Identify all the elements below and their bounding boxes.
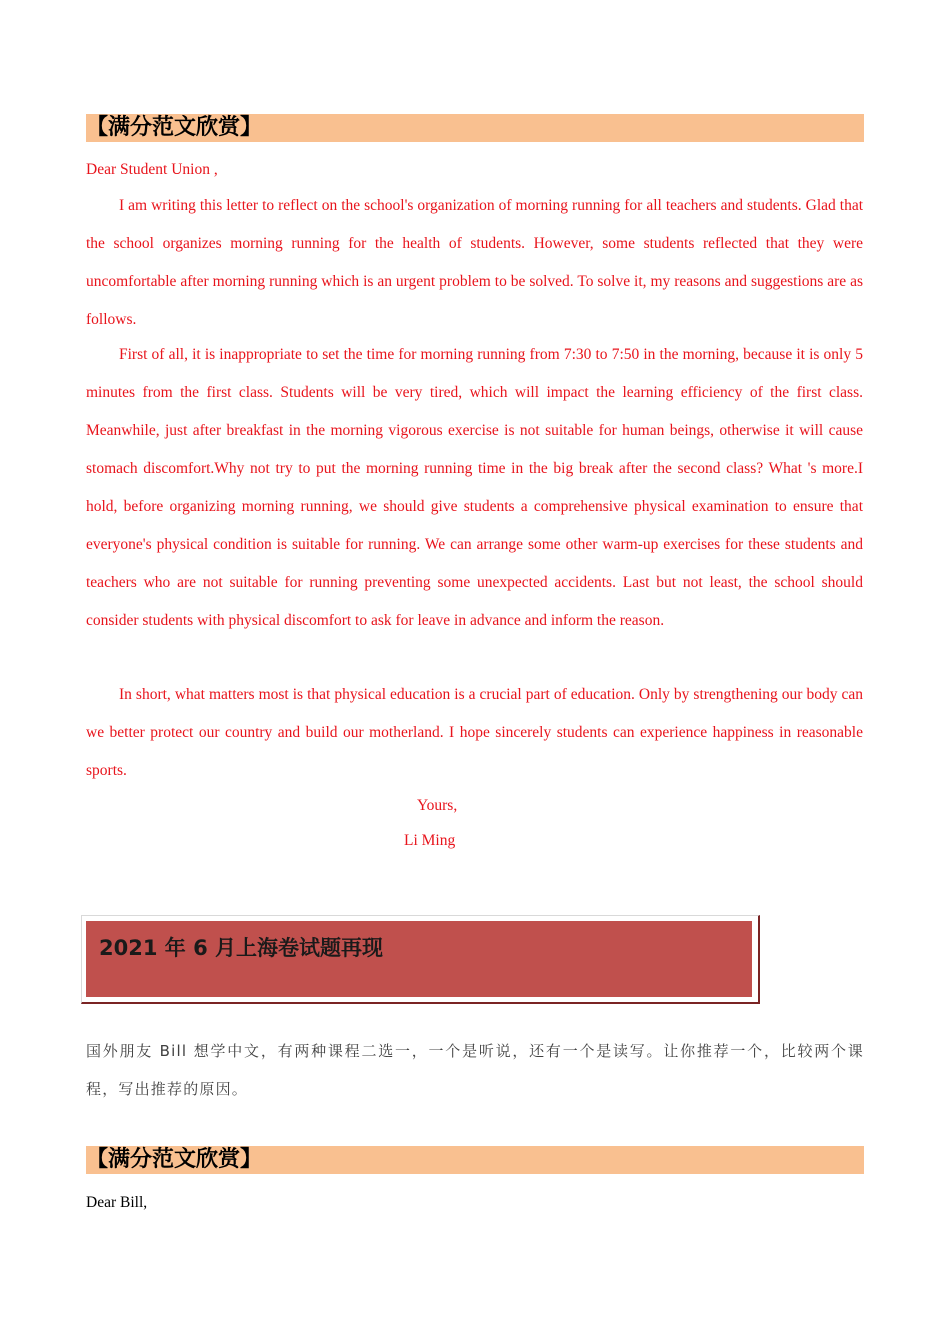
letter-closing: Yours, [417,797,458,814]
exam-title-frame [81,915,760,1004]
letter-paragraph-3: In short, what matters most is that physical education is a crucial part of education. Only by strengthening our body can we better protect our country and build our motherland. I hope sincerely students can experience happiness in reasonable sports. [86,686,863,779]
letter-paragraph-2: First of all, it is inappropriate to set the time for morning running from 7:30 to 7:50 in the morning, because it is only 5 minutes from the first class. Students will be very tired, which will impact the learning efficiency of the first class. Meanwhile, just after breakfast in the morning vigorous exercise is not suitable for human beings, otherwise it will cause stomach discomfort.Why not try to put the morning running time in the big break after the second class? What 's more.I hold, before organizing morning running, we should give students a comprehensive physical examination to ensure that everyone's physical condition is suitable for running. We can arrange some other warm-up exercises for these students and teachers who are not suitable for running preventing some unexpected accidents. Last but not least, the school should consider students with physical discomfort to ask for leave in advance and inform the reason. [86,346,863,629]
section-heading: 【满分范文欣赏】 [86,115,263,140]
letter-salutation: Dear Student Union , [86,161,218,178]
exam-prompt: 国外朋友 Bill 想学中文，有两种课程二选一，一个是听说，还有一个是读写。让你推荐一个，比较两个课程，写出推荐的原因。 [86,1042,864,1098]
letter-paragraph-1: I am writing this letter to reflect on the school's organization of morning running for all teachers and students. Glad that the school organizes morning running for the health of students. However, some students reflected that they were uncomfortable after morning running which is an urgent problem to be solved. To solve it, my reasons and suggestions are as follows. [86,197,863,328]
letter-signature: Li Ming [404,832,456,849]
letter-salutation: Dear Bill, [86,1194,148,1211]
section-heading: 【满分范文欣赏】 [86,1147,263,1172]
section-heading-band [86,114,864,142]
exam-title: 2021 年 6 月上海卷试题再现 [99,936,383,960]
exam-title-box [86,921,752,997]
section-heading-band [86,1146,864,1174]
